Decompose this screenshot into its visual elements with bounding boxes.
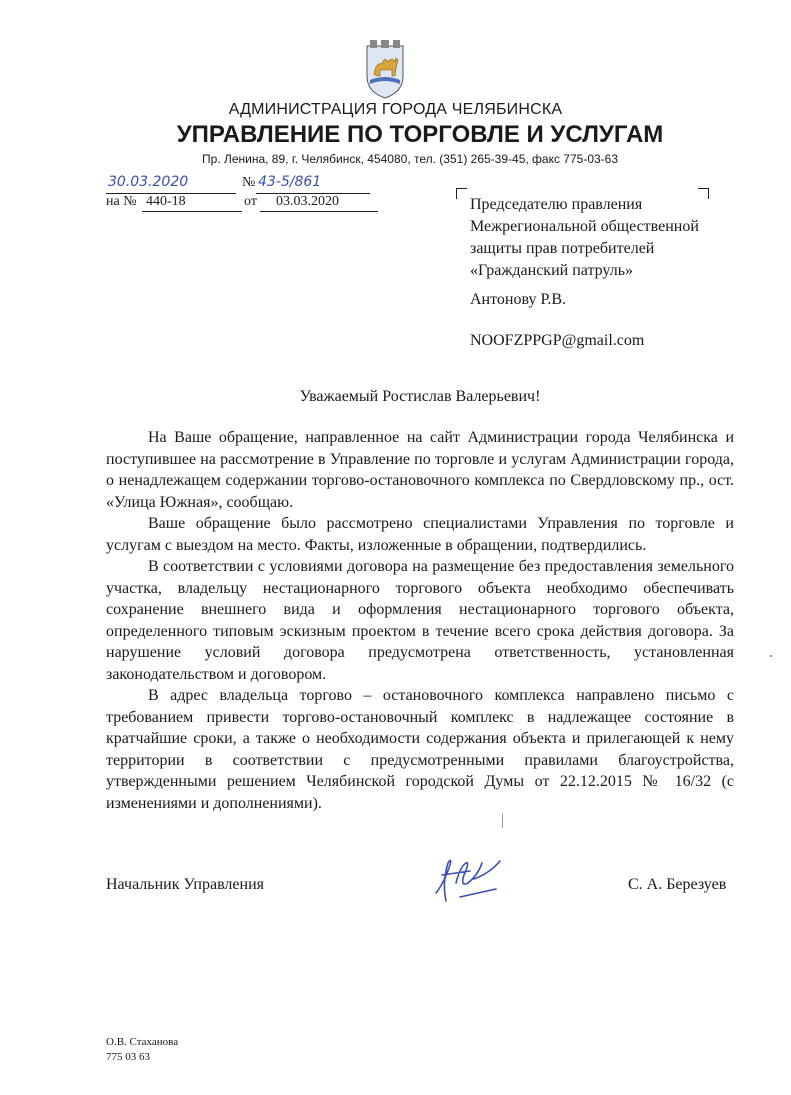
incoming-number: 440-18 bbox=[146, 194, 186, 209]
outgoing-date: 30.03.2020 bbox=[108, 174, 189, 190]
handwritten-signature bbox=[430, 853, 510, 908]
body-paragraph: Ваше обращение было рассмотрено специалистами Управления по торговле и услугам с выездом на место. Факты, изложенные в обращении, подтвердились. bbox=[106, 515, 734, 554]
department-name: УПРАВЛЕНИЕ ПО ТОРГОВЛЕ И УСЛУГАМ bbox=[176, 121, 664, 148]
salutation: Уважаемый Ростислав Валерьевич! bbox=[299, 388, 541, 405]
addressee-name: Антонову Р.В. bbox=[470, 291, 567, 308]
addressee-line: Председателю правления bbox=[470, 196, 643, 213]
administration-name: АДМИНИСТРАЦИЯ ГОРОДА ЧЕЛЯБИНСКА bbox=[228, 101, 563, 118]
addressee-email: NOOFZPPGP@gmail.com bbox=[470, 332, 645, 349]
addressee-line: Межрегиональной общественной bbox=[470, 218, 699, 235]
executor-block bbox=[106, 1035, 178, 1065]
outgoing-number: 43-5/861 bbox=[258, 174, 322, 190]
letter-body bbox=[106, 427, 734, 814]
executor-name: О.В. Стаханова bbox=[106, 1036, 179, 1048]
body-paragraph: В соответствии с условиями договора на размещение без предоставления земельного участка, владельцу нестационарного торгового объекта необходимо обеспечивать сохранение внешнего вида и оформления нестационарного торгового объекта, определенного типовым эскизным проектом в течение всего срока действия договора. За нарушение условий договора предусмотрена ответственность, установленная законодательством и договором. bbox=[106, 558, 734, 683]
body-paragraph: На Ваше обращение, направленное на сайт Администрации города Челябинска и поступившее на рассмотрение в Управление по торговле и услугам Администрации города, о ненадлежащем содержании торгово-остановочного комплекса по Свердловскому пр., ост. «Улица Южная», сообщаю. bbox=[106, 429, 734, 511]
from-label: от bbox=[244, 194, 257, 209]
department-address: Пр. Ленина, 89, г. Челябинск, 454080, тел. (351) 265-39-45, факс 775-03-63 bbox=[201, 152, 619, 166]
addressee-line: «Гражданский патруль» bbox=[470, 262, 634, 279]
incoming-date: 03.03.2020 bbox=[276, 194, 339, 209]
number-label: № bbox=[242, 175, 256, 190]
executor-phone: 775 03 63 bbox=[106, 1051, 150, 1063]
in-reply-label: на № bbox=[106, 194, 137, 209]
addressee-block bbox=[470, 194, 699, 282]
body-paragraph: В адрес владельца торгово – остановочного комплекса направлено письмо с требованием привести торгово-остановочный комплекс в надлежащее состояние в кратчайшие сроки, а также о необходимости содержания объекта и прилегающей к нему территории в соответствии с предусмотренными правилами благоустройства, утвержденными решением Челябинской городской Думы от 22.12.2015 № 16/32 (с изменениями и дополнениями). bbox=[106, 687, 734, 812]
city-emblem-icon bbox=[360, 40, 410, 102]
signatory-name: С. А. Березуев bbox=[628, 876, 727, 893]
addressee-line: защиты прав потребителей bbox=[470, 240, 655, 257]
signatory-title: Начальник Управления bbox=[106, 876, 264, 893]
